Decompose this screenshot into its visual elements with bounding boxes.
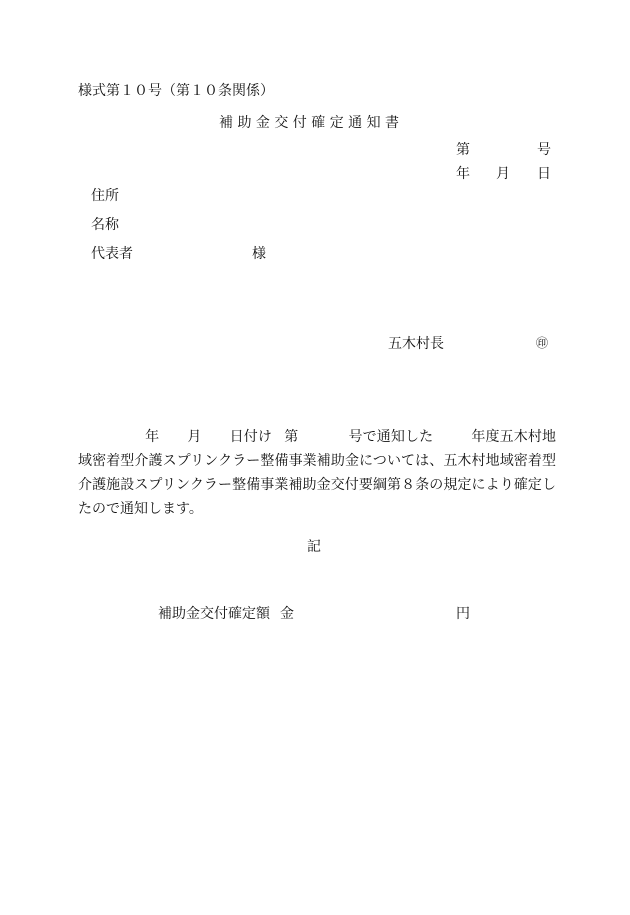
representative-label: 代表者 — [91, 246, 133, 262]
ki-mark: 記 — [307, 539, 321, 555]
document-title: 補 助 金 交 付 確 定 通 知 書 — [219, 115, 400, 131]
body-notified: 号で通知した — [348, 429, 434, 445]
date-year: 年 — [456, 166, 470, 182]
amount-prefix: 金 — [280, 606, 294, 622]
seal-mark: ㊞ — [536, 336, 549, 350]
body-number-prefix: 第 — [284, 429, 299, 445]
address-label: 住所 — [91, 188, 119, 204]
body-day-dated: 日付け — [229, 429, 273, 445]
number-prefix: 第 — [456, 142, 470, 158]
body-month: 月 — [187, 429, 202, 445]
form-id: 様式第１０号（第１０条関係） — [78, 83, 274, 99]
issuer-title: 五木村長 — [388, 336, 444, 352]
date-month: 月 — [496, 166, 510, 182]
amount-label: 補助金交付確定額 — [158, 606, 270, 622]
number-suffix: 号 — [537, 142, 551, 158]
honorific: 様 — [252, 246, 266, 262]
body-rest: 年度五木村地域密着型介護スプリンクラー整備事業補助金については、五木村地域密着型介護施設スプリンクラー整備事業補助金交付要綱第８条の規定により確定したので通知します。 — [78, 429, 557, 517]
amount-unit: 円 — [456, 606, 470, 622]
body-paragraph — [78, 425, 556, 521]
date-day: 日 — [537, 166, 551, 182]
name-label: 名称 — [91, 217, 119, 233]
body-year: 年 — [145, 429, 160, 445]
